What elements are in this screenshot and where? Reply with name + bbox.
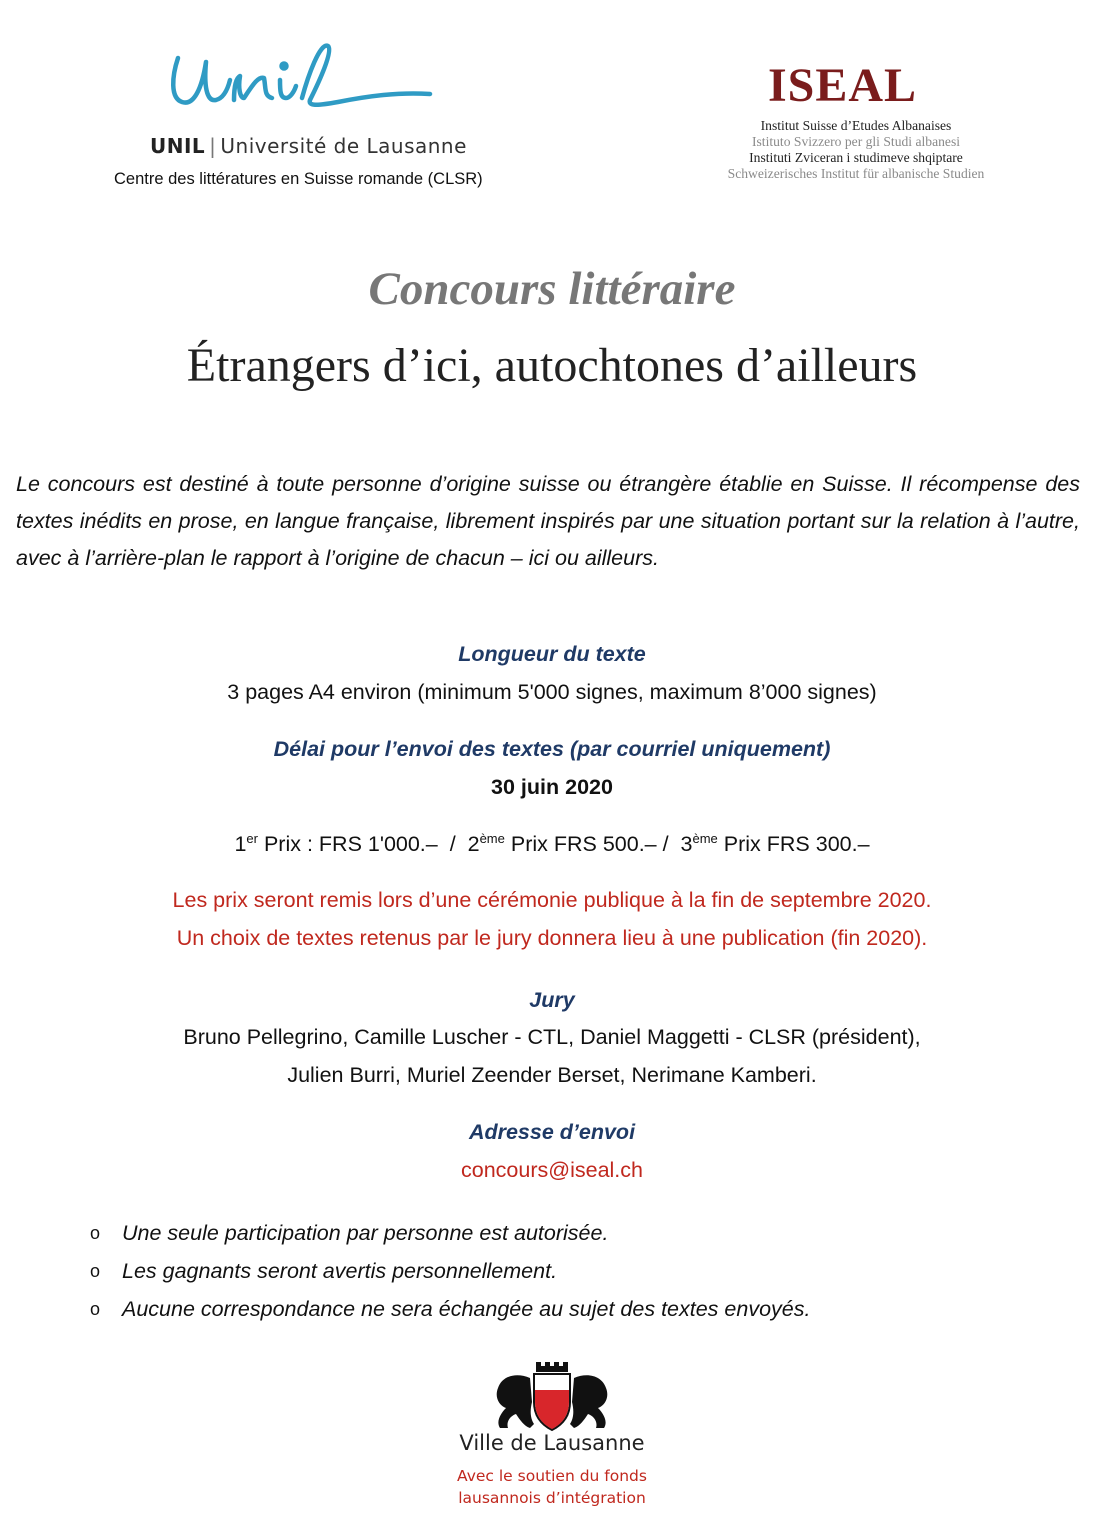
prize-2-text: Prix FRS 500.– /	[504, 832, 681, 856]
iseal-subtitles	[706, 118, 1006, 182]
iseal-line-fr: Institut Suisse d’Etudes Albanaises	[760, 118, 952, 133]
deadline-date: 30 juin 2020	[491, 775, 613, 799]
bullet-circle-icon: o	[90, 1261, 101, 1281]
jury-line-2: Julien Burri, Muriel Zeender Berset, Nerimane Kamberi.	[287, 1063, 817, 1087]
deadline-heading: Délai pour l’envoi des textes (par courriel uniquement)	[273, 737, 831, 761]
address-heading: Adresse d’envoi	[468, 1120, 636, 1144]
support-line-1: Avec le soutien du fonds	[457, 1467, 647, 1485]
notice-publication: Un choix de textes retenus par le jury donnera lieu à une publication (fin 2020).	[176, 926, 928, 950]
unil-script-logo	[168, 36, 438, 132]
prize-2-suffix: ème	[479, 831, 505, 846]
support-line-2: lausannois d’intégration	[458, 1489, 646, 1507]
rule-text: Une seule participation par personne est autorisée.	[122, 1221, 609, 1245]
rule-text: Aucune correspondance ne sera échangée au sujet des textes envoyés.	[122, 1297, 811, 1321]
prize-2-number: 2	[467, 832, 480, 856]
unil-name-full: Université de Lausanne	[220, 134, 467, 158]
prize-3-number: 3	[680, 832, 693, 856]
iseal-title: ISEAL	[768, 59, 918, 112]
clsr-label: Centre des littératures en Suisse romande (CLSR)	[114, 170, 483, 188]
list-item	[90, 1214, 810, 1252]
iseal-line-de: Schweizerisches Institut für albanische Studien	[727, 166, 985, 181]
list-item	[90, 1290, 810, 1328]
rule-text: Les gagnants seront avertis personnellement.	[122, 1259, 558, 1283]
unil-wordmark	[150, 134, 467, 158]
jury-line-1: Bruno Pellegrino, Camille Luscher - CTL, Daniel Maggetti - CLSR (président),	[183, 1025, 921, 1049]
document-kicker: Concours littéraire	[368, 263, 736, 315]
intro-paragraph: Le concours est destiné à toute personne d’origine suisse ou étrangère établie en Suisse. Il récompense des textes inédits en prose, en langue française, librement inspirés par une situation portant sur la relation à l’autre, avec à l’arrière-plan le rapport à l’origine de chacun – ici ou ailleurs.	[16, 472, 1080, 570]
city-name: Ville de Lausanne	[459, 1431, 645, 1455]
support-text	[0, 1465, 1104, 1509]
prizes-line	[0, 832, 1104, 857]
lausanne-crest-icon	[490, 1362, 614, 1432]
prize-3-text: Prix FRS 300.–	[717, 832, 870, 856]
document-title: Étrangers d’ici, autochtones d’ailleurs	[186, 339, 918, 392]
list-item	[90, 1252, 810, 1290]
unil-separator: |	[209, 134, 217, 158]
prize-1-number: 1	[234, 832, 247, 856]
unil-name-bold: UNIL	[150, 134, 206, 158]
contact-email-link[interactable]: concours@iseal.ch	[461, 1158, 643, 1182]
prize-1-suffix: er	[246, 831, 258, 846]
iseal-line-sq: Instituti Zviceran i studimeve shqiptare	[749, 150, 963, 165]
iseal-line-it: Istituto Svizzero per gli Studi albanesi	[751, 134, 961, 149]
length-heading: Longueur du texte	[458, 642, 646, 666]
prize-3-suffix: ème	[692, 831, 718, 846]
length-text: 3 pages A4 environ (minimum 5'000 signes, maximum 8’000 signes)	[227, 680, 877, 704]
bullet-circle-icon: o	[90, 1299, 101, 1319]
rules-list	[90, 1214, 810, 1328]
prize-1-text: Prix : FRS 1'000.– /	[257, 832, 468, 856]
bullet-circle-icon: o	[90, 1223, 101, 1243]
jury-heading: Jury	[529, 988, 575, 1012]
notice-ceremony: Les prix seront remis lors d’une cérémonie publique à la fin de septembre 2020.	[172, 888, 932, 912]
